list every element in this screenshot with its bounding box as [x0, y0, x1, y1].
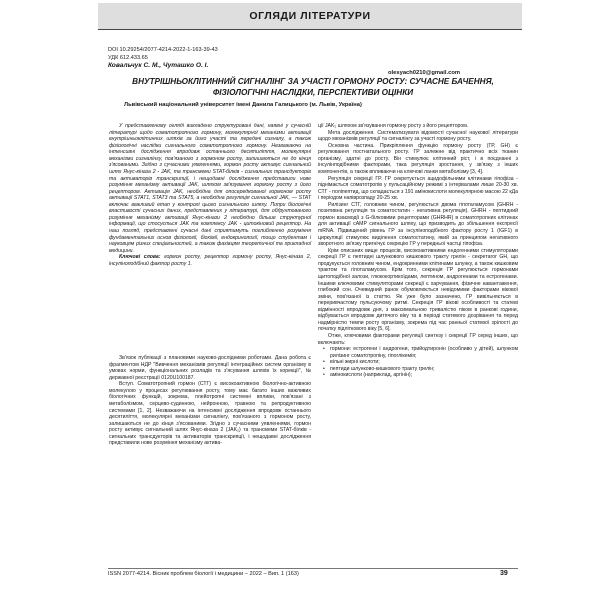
body-paragraph: Основна частина. Прикріплення функцію гормону росту (ГР, GH) є регулювання постнатального росту. ГР залежне від практично всіх тканин організму, здатні до росту. Він стимулює клітинний ріст, і в поєднанні з інсулінподібними факторами, така регуляція зростання, у зв'язку з інших компонентів, а також впливаючи на ключові ланки метаболізму [3, 4].: [318, 142, 518, 175]
body-paragraph: Рилізинг СТГ, головним чином, регулюється двома гіпоталамусом (GHRH - позитивна регуляція та соматостатин - негативна регуляція). GHRH - пептидний гормон взаємодії з G-білковими рецепторами (GHRHR) в соматотропних клітинах для активації cAMP сигнального шляху, що призводить до збільшення експресії mRNA. Підвищений рівень ГР за інсуліноподібного фактору росту 1 (IGF1) в циркуляції стимулює виділення соматостатину, який за принципом негативного зворотного зв'язку пригнічує секрецію ГР у передньої частці гіпофіза.: [318, 201, 518, 248]
header-rule: [98, 29, 522, 30]
keywords-list: гормон росту, рецептор гормону росту, Янус-кіназа 2, інсуліноподібний фактор росту 1.: [109, 254, 311, 267]
left-column: [109, 123, 311, 267]
doi: DOI 10.29254/2077-4214-2022-1-163-39-43: [108, 47, 218, 53]
list-item: • пептиди шлунково-кишкового тракту грелін;: [330, 366, 518, 373]
body-paragraph: Мета дослідження. Систематизувати відомості сучасної наукової літератури щодо механізмів регуляції та сигналінгу за участі гормону росту.: [318, 129, 518, 143]
author-email: olesyach0210@gmail.com: [388, 70, 461, 76]
right-column: [318, 123, 518, 379]
factor-list: [318, 346, 518, 379]
affiliation: Львівський національний університет імені Данила Галицького (м. Львів, Україна): [124, 102, 362, 108]
udc: УДК 612.433.65: [108, 55, 148, 61]
section-title: ОГЛЯДИ ЛІТЕРАТУРИ: [249, 10, 371, 22]
paper-title: ВНУТРІШНЬОКЛІТИННИЙ СИГНАЛІНГ ЗА УЧАСТІ ГОРМОНУ РОСТУ: СУЧАСНЕ БАЧЕННЯ, ФІЗІОЛОГІЧНІ НАСЛІДКИ, ПЕРСПЕКТИВИ ОЦІНКИ: [132, 77, 494, 97]
left-body: [109, 355, 311, 447]
page-number: 39: [500, 570, 508, 577]
footer-journal: ISSN 2077-4214. Вісник проблем біології і медицини – 2022 – Вип. 1 (163): [108, 571, 299, 577]
list-item: • амінокислоти (наприклад, аргінін);: [330, 372, 518, 379]
body-paragraph: Вступ. Соматотропний гормон (СТГ) є високоактивною біологічно-активною молекулою у процесах регулювання росту, тому має багато інших важливих біологічних функцій, зокрема, плейотропні системні впливи, пов'язані з метаболізмом, серцево-судинною, нейронною, травною та репродуктивною системами [1, 2]. Незважаючи на інтенсивні дослідження впродовж останнього десятиліття, молекулярні механізми сигналінгу, пов'язаного з гормоном росту, залишаються не до кінця з'ясованими. Згідно з сучасними уявленнями, гормон росту активує сигнальний шлях Янус-кіназа 2 (JAK₂) та трансмеми STAT-білків - сигнальних трансдукторів та активаторів транскрипції, і нещодавні дослідження представили нове розуміння механізму актива-: [109, 381, 311, 447]
keywords-label: Ключові слова:: [119, 254, 161, 261]
body-paragraph: Регуляція секреції ГР. ГР секретується ацидофільними клітинами гіпофіза - піднімається соматотропів у пульсаційному режимі з інтервалами лише 20-30 хв. СТГ - поліпептид, що складається з 191 амінокислоти молекулярною масою 22 кДа і періодом напіврозпаду 20-25 хв.: [318, 175, 518, 202]
list-item: • гормони: естрогени і андрогени, трийодтиронін (особливо у дітей), шлунком рилізинг соматотропіну, гіпоглікемія;: [330, 346, 518, 359]
authors: Ковальчук С. М., Чуташко О. І.: [108, 62, 209, 69]
body-paragraph: Крім описаних вище процесів, високоактивними ендогенними стимуляторами секреції ГР є пептидні шлункового кишкового тракту грелін - секретагог GH, що продукується головним чином, ендокринними клітинами шлунку, а також кишковим трактом та гіпоталамусом. Крім того, секреція ГР регулюється гормонами щитоподібної залози, глюкокортикоїдами, лептином, андрогенами та естрогенами. Іншими ключовими стимуляторами секреції є харчування, фізичне навантаження, глибокий сон. Очевидний ранок обумовлюється невідомими факторами вікової зміни, пов'язаної із статтю. Як уже було зазначено, ГР вивільняється в переривчастому пульсуючому ритмі. Секреція ГР вікові особливості та статеві відмінності впродовж дня, з максимальною тривалістю піком в ранкові години, відбувається впродовж дитячого віку та в періоді статевого дозрівання та перед надмірністю темпи росту організму, зокрема під час ранньої статевої зрілості до початку підліткового віку [5, 6].: [318, 247, 518, 333]
list-item: • вільні жирні кислоти;: [330, 359, 518, 366]
footer-rule: [108, 568, 518, 569]
keywords: [109, 254, 311, 267]
abstract-text: У представленому огляді викладено структуровані дані, наявні у сучасній літературі щодо соматотропного гормону, молекулярної механізми активації внутрішньоклітинних шляхів за його участі та передачі сигналу, а також фізіологічні наслідки сигнального соматотропного гормону. Незважаючи на інтенсивні дослідження впродовж останнього десятиліття, молекулярні механізми сигналінгу, пов'язаного з гормоном росту, залишаються не до кінця з'ясованими. Згідно з сучасними уявленнями, гормон росту активує сигнальний шлях Янус-кіназа 2 - JAK, та трансмеми STAT-білків - сигнальних трансдукторів та активаторів транскрипції, і нещодавні дослідження представили нове розуміння механізму активації JAK, шляхом зв'язування гормону росту з його рецептором. Активація JAK, необхідна для опосередкованої гормоном росту активації STAT1, STAT3 та STAT5, а необхідна регуляція сигнальної JAK, — STAT включає важливий етап у контролі цього сигнального шляху. Попри біологічні властивості сучасних даних, представлених у літературі, для обґрунтованого розуміння механізму активації Янус-кінази 2 необхідно більше структурної інформації, що стосується JAK та комплексу JAK - цитокіновий рецептор. На наш погляд, представлені сучасні дані сприятимуть поглибленню розуміння фундаментальних основ фізіології, біохімії, ендокринології, тощо студентам і науковцям різних спеціальностей, а також фахівцям теоретичної та прикладної медицини.: [109, 123, 311, 254]
body-paragraph: ції JAK₂ шляхом зв'язування гормону росту з його рецептором.: [318, 123, 469, 129]
body-paragraph: Отже, ключовими факторами регуляції синтезу і секреції ГР серед інших, що включають:: [318, 333, 518, 346]
body-paragraph: Зв'язок публікації з плановими науково-дослідними роботами. Дана робота є фрагментом НДР "Вивчення механізмів регуляції інтеграційних систем організму в умовах норми, функціональних розладів та з'ясування шляхів їх корекції", № державної реєстрації 0120U100187.: [109, 355, 311, 381]
